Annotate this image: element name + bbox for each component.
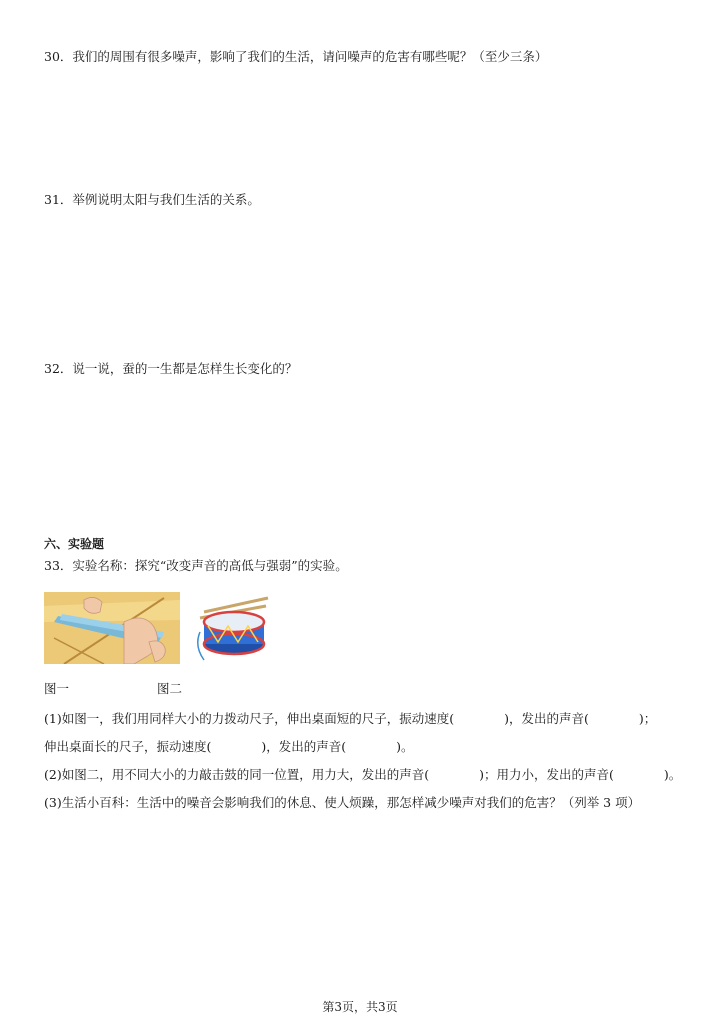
figure-2-caption: 图二 (157, 681, 183, 696)
question-31: 31．举例说明太阳与我们生活的关系。 (44, 192, 260, 207)
question-33-part-1-line-1: (1)如图一，我们用同样大小的力拨动尺子，伸出桌面短的尺子，振动速度( )，发出的声音( )； (44, 711, 657, 726)
figure-2-drum-image (194, 592, 272, 664)
question-33-part-1-line-2: 伸出桌面长的尺子，振动速度( )，发出的声音( )。 (44, 739, 414, 754)
figure-1-caption: 图一 (44, 681, 70, 696)
section-title: 六、实验题 (44, 537, 105, 551)
figure-1-ruler-image (44, 592, 180, 664)
question-33-part-2: (2)如图二，用不同大小的力敲击鼓的同一位置，用力大，发出的声音( )；用力小，发出的声音( )。 (44, 767, 682, 782)
question-30: 30．我们的周围有很多噪声，影响了我们的生活，请问噪声的危害有哪些呢？（至少三条） (44, 49, 548, 64)
question-33-part-3: (3)生活小百科：生活中的噪音会影响我们的休息、使人烦躁，那怎样减少噪声对我们的危害？（列举 3 项） (44, 795, 641, 810)
question-32: 32．说一说，蚕的一生都是怎样生长变化的？ (44, 361, 298, 376)
page-footer: 第3页，共3页 (322, 1000, 398, 1014)
question-33-title: 33．实验名称：探究“改变声音的高低与强弱”的实验。 (44, 558, 348, 573)
